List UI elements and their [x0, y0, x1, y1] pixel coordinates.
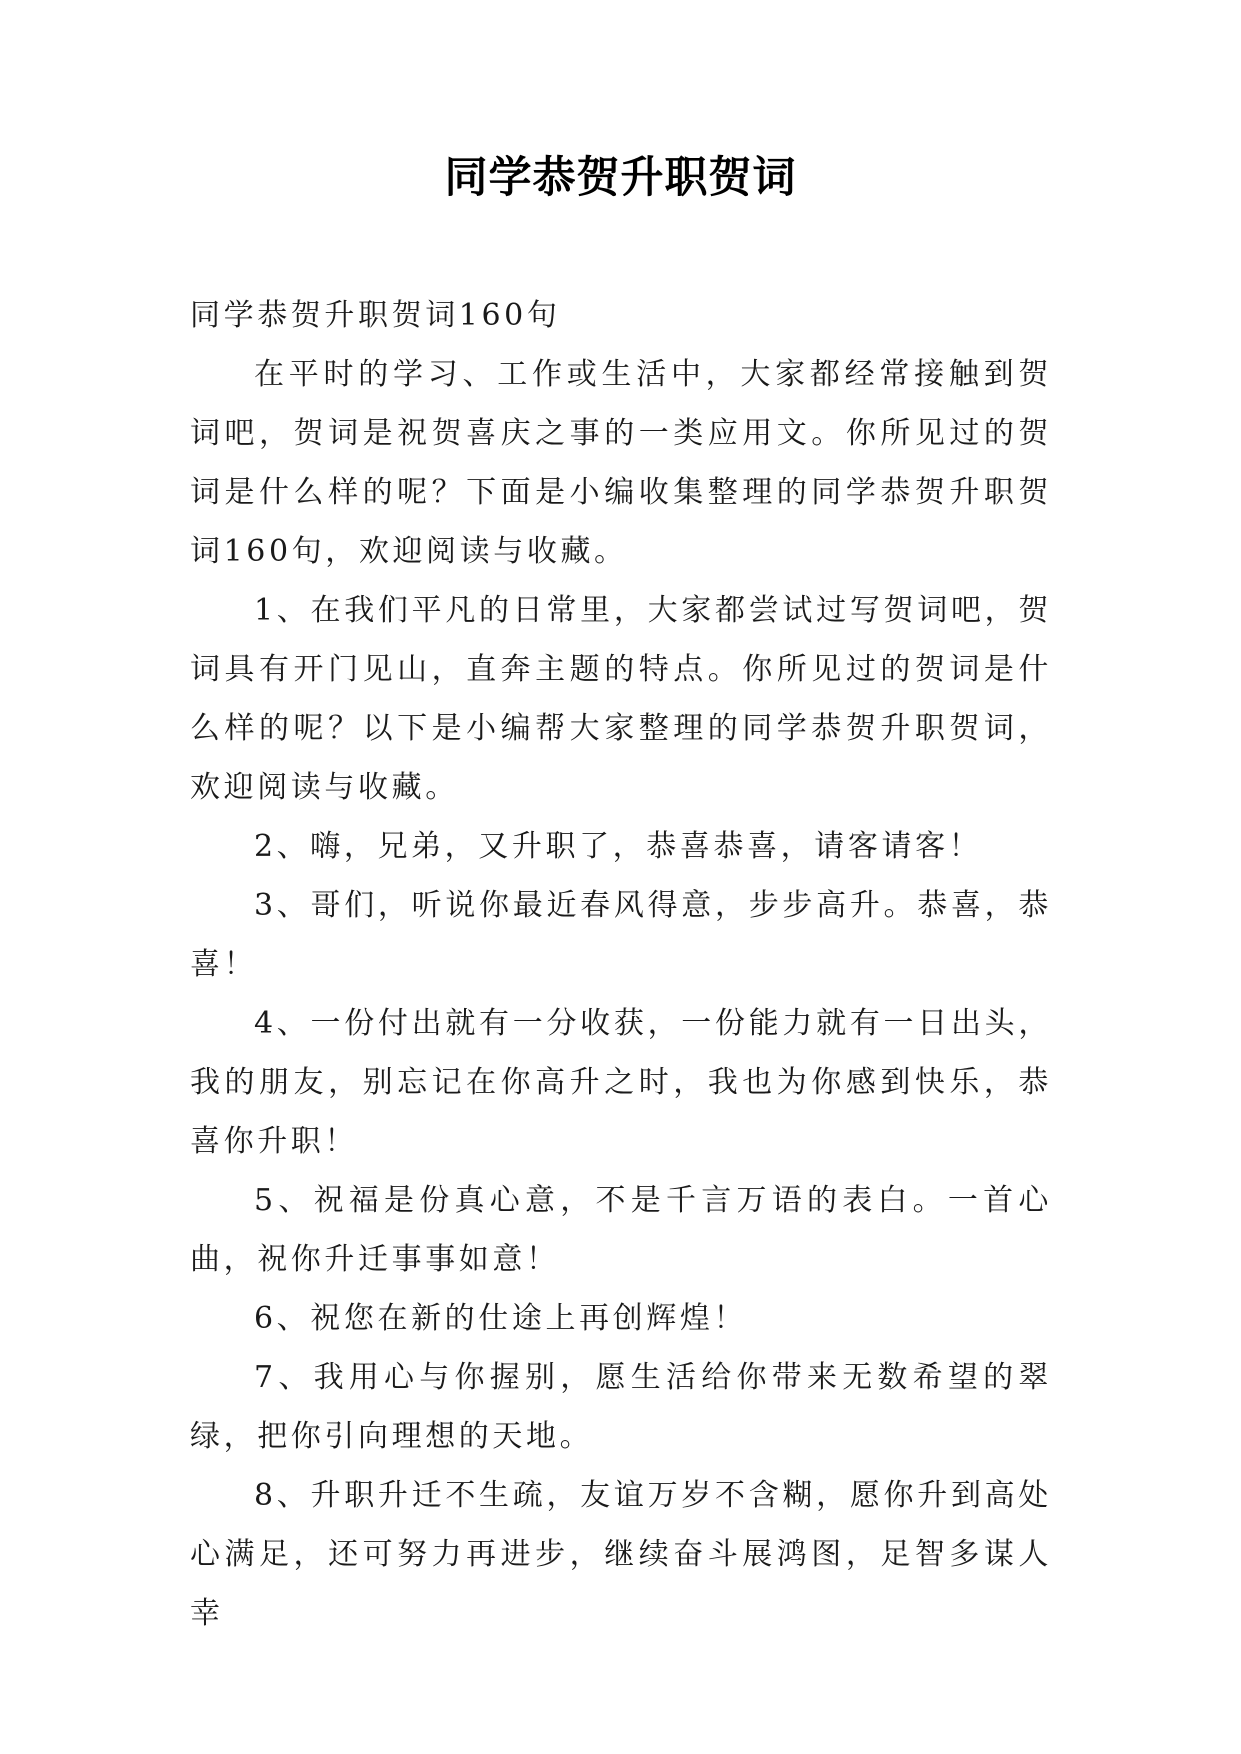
document-body — [190, 286, 1052, 1643]
document-title: 同学恭贺升职贺词 — [444, 153, 797, 203]
paragraph-item: 2、嗨，兄弟，又升职了，恭喜恭喜，请客请客！ — [254, 829, 983, 864]
paragraph-intro: 在平时的学习、工作或生活中，大家都经常接触到贺词吧，贺词是祝贺喜庆之事的一类应用文。你所见过的贺词是什么样的呢？下面是小编收集整理的同学恭贺升职贺词160句，欢迎阅读与收藏。 — [190, 357, 1052, 569]
document-subtitle: 同学恭贺升职贺词160句 — [190, 298, 561, 333]
paragraph-item: 3、哥们，听说你最近春风得意，步步高升。恭喜，恭喜！ — [190, 888, 1052, 982]
paragraph-item: 8、升职升迁不生疏，友谊万岁不含糊，愿你升到高处心满足，还可努力再进步，继续奋斗展鸿图，足智多谋人幸 — [190, 1478, 1052, 1631]
paragraph-item: 6、祝您在新的仕途上再创辉煌！ — [254, 1301, 748, 1336]
paragraph-item: 4、一份付出就有一分收获，一份能力就有一日出头，我的朋友，别忘记在你高升之时，我也为你感到快乐，恭喜你升职！ — [190, 1006, 1052, 1159]
paragraph-item: 1、在我们平凡的日常里，大家都尝试过写贺词吧，贺词具有开门见山，直奔主题的特点。你所见过的贺词是什么样的呢？以下是小编帮大家整理的同学恭贺升职贺词，欢迎阅读与收藏。 — [190, 593, 1052, 805]
paragraph-item: 7、我用心与你握别，愿生活给你带来无数希望的翠绿，把你引向理想的天地。 — [190, 1360, 1052, 1454]
paragraph-item: 5、祝福是份真心意，不是千言万语的表白。一首心曲，祝你升迁事事如意！ — [190, 1183, 1052, 1277]
